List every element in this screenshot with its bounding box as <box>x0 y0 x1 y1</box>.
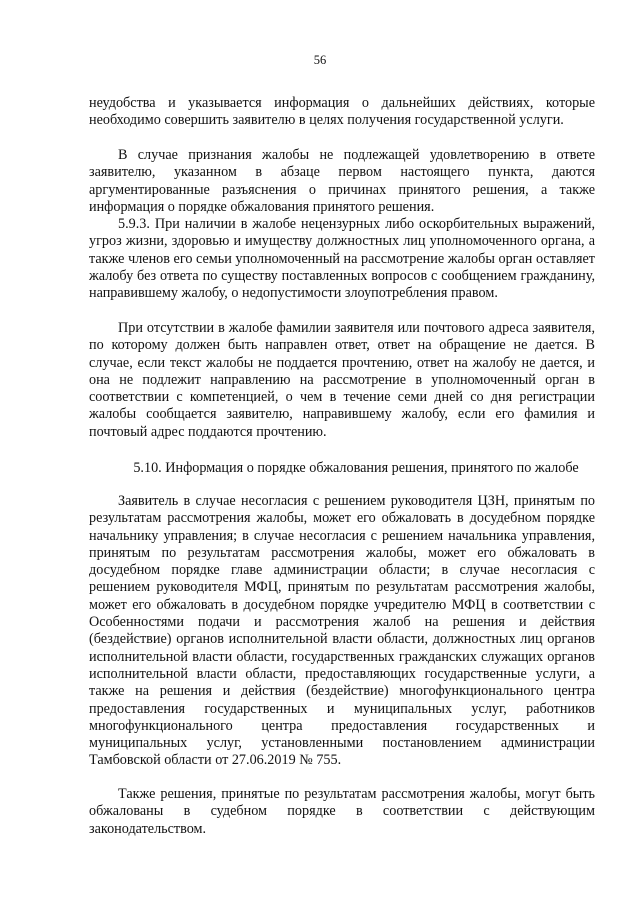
paragraph-no-surname: При отсутствии в жалобе фамилии заявителя или почтового адреса заявителя, по которому должен быть направлен ответ, ответ на обращение не дается. В случае, если текст жалобы не поддается прочтению, ответ на жалобу не дается, и она не подлежит направлению на рассмотрение в уполномоченный орган в соответствии с компетенцией, о чем в течение семи дней со дня регистрации жалобы сообщается заявителю, направившему жалобу, если его фамилия и почтовый адрес поддаются прочтению. <box>89 320 595 440</box>
paragraph-5-9-3: 5.9.3. При наличии в жалобе нецензурных либо оскорбительных выражений, угроз жизни, здоровью и имуществу должностных лиц уполномоченного органа, а также членов его семьи уполномоченный на рассмотрение жалобы орган оставляет жалобу без ответа по существу поставленных вопросов с сообщением гражданину, направившему жалобу, о недопустимости злоупотребления правом. <box>89 216 595 302</box>
text-block-6 <box>89 786 595 838</box>
text-block-1 <box>89 95 595 130</box>
paragraph-unsatisfied-complaint: В случае признания жалобы не подлежащей удовлетворению в ответе заявителю, указанном в абзаце первом настоящего пункта, даются аргументированные разъяснения о причинах принятого решения, а также информация о порядке обжалования принятого решения. <box>89 147 595 215</box>
text-block-heading <box>89 460 595 477</box>
text-block-2 <box>89 147 595 216</box>
section-heading-5-10: 5.10. Информация о порядке обжалования решения, принятого по жалобе <box>133 460 579 476</box>
text-block-4 <box>89 320 595 441</box>
text-block-5 <box>89 493 595 770</box>
page-number: 56 <box>313 53 327 67</box>
paragraph-continuation: неудобства и указывается информация о дальнейших действиях, которые необходимо совершить заявителю в целях получения государственной услуги. <box>89 95 595 129</box>
text-block-3 <box>89 216 595 302</box>
paragraph-appeal-procedure: Заявитель в случае несогласия с решением руководителя ЦЗН, принятым по результатам рассмотрения жалобы, может его обжаловать в досудебном порядке начальнику управления; в случае несогласия с решением начальника управления, принятым по результатам рассмотрения жалобы, может его обжаловать в досудебном порядке главе администрации области; в случае несогласия с решением руководителя МФЦ, принятым по результатам рассмотрения жалобы, может его обжаловать в досудебном порядке учредителю МФЦ в соответствии с Особенностями подачи и рассмотрения жалоб на решения и действия (бездействие) органов исполнительной власти области, должностных лиц органов исполнительной власти области, государственных гражданских служащих органов исполнительной власти области, предоставляющих государственные услуги, а также на решения и действия (бездействие) многофункционального центра предоставления государственных и муниципальных услуг, работников многофункционального центра предоставления государственных и муниципальных услуг, установленными постановлением администрации Тамбовской области от 27.06.2019 № 755. <box>89 493 595 769</box>
paragraph-judicial-appeal: Также решения, принятые по результатам рассмотрения жалобы, могут быть обжалованы в судебном порядке в соответствии с действующим законодательством. <box>89 786 595 837</box>
